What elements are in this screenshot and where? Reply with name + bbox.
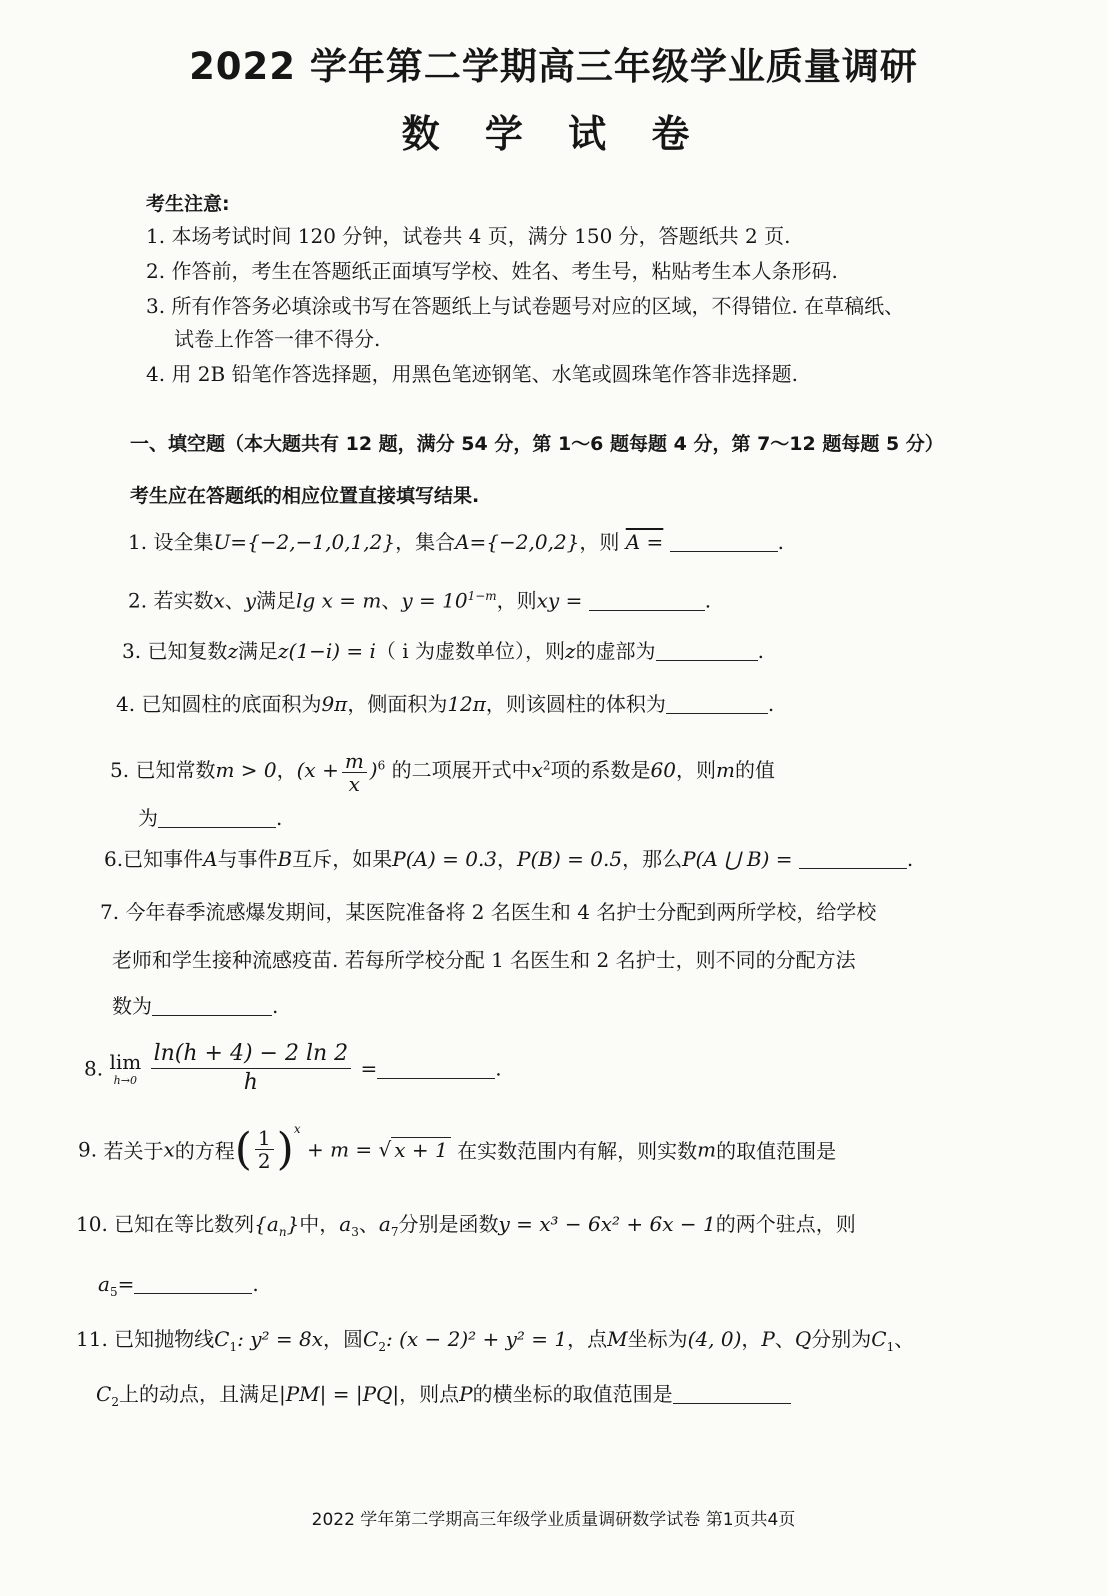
notice-item: 3. 所有作答务必填涂或书写在答题纸上与试卷题号对应的区域，不得错位. 在草稿纸、 <box>146 294 905 318</box>
question-number: 5. <box>110 758 130 782</box>
question-number: 10. <box>76 1212 108 1236</box>
question-10: 10. 已知在等比数列$\{a_n\}$中，$a_3$、$a_7$分别是函数y = x³ − 6x² + 6x − 1的两个驻点，则 <box>76 1212 856 1239</box>
question-3: 3. 已知复数z满足z(1−i) = i（ i 为虚数单位），则z的虚部为 . <box>122 639 764 663</box>
question-number: 8. <box>84 1056 104 1081</box>
exam-title: 2022 学年第二学期高三年级学业质量调研 <box>189 45 918 88</box>
limit: lim h→0 <box>109 1050 142 1087</box>
question-7-line3: 数为 . <box>112 994 279 1018</box>
section-heading: 一、填空题（本大题共有 12 题，满分 54 分，第 1～6 题每题 4 分，第 7～12 题每题 5 分） <box>130 433 944 455</box>
notice-item: 4. 用 2B 铅笔作答选择题，用黑色笔迹钢笔、水笔或圆珠笔作答非选择题. <box>146 362 798 386</box>
question-4: 4. 已知圆柱的底面积为9π，侧面积为12π，则该圆柱的体积为 . <box>116 692 775 716</box>
question-2: 2. 若实数x、y满足lg x = m、$y = 10^{1-m}$，则xy = . <box>128 588 712 613</box>
question-number: 1. <box>128 530 148 554</box>
exam-subtitle: 数 学 试 卷 <box>401 112 706 156</box>
question-number: 7. <box>100 900 120 924</box>
answer-blank[interactable] <box>589 590 705 611</box>
answer-blank[interactable] <box>670 531 778 552</box>
answer-blank[interactable] <box>656 640 758 661</box>
question-number: 3. <box>122 639 142 663</box>
question-number: 2. <box>128 588 148 613</box>
question-number: 6. <box>104 847 124 871</box>
question-1: 1. 设全集U={−2,−1,0,1,2}，集合A={−2,0,2}，则 A = . <box>128 530 785 554</box>
question-6: 6.已知事件A与事件B互斥，如果P(A) = 0.3，P(B) = 0.5，那么P(A ⋃ B) = . <box>104 847 914 871</box>
question-number: 9. <box>78 1137 98 1162</box>
answer-blank[interactable] <box>666 693 768 714</box>
answer-blank[interactable] <box>377 1058 495 1079</box>
question-8: 8. lim h→0 $\frac{\ln(h + 4) - 2 \ln 2}{h}$ = . <box>84 1041 502 1095</box>
question-7-line2: 老师和学生接种流感疫苗. 若每所学校分配 1 名医生和 2 名护士，则不同的分配方法 <box>112 948 856 972</box>
right-paren-glyph: ) <box>276 1124 294 1175</box>
answer-blank[interactable] <box>152 995 272 1016</box>
left-paren-glyph: ( <box>234 1124 252 1175</box>
notice-heading: 考生注意: <box>146 193 230 215</box>
notice-item: 2. 作答前，考生在答题纸正面填写学校、姓名、考生号，粘贴考生本人条形码. <box>146 259 838 283</box>
answer-blank[interactable] <box>134 1273 252 1294</box>
section-instruction: 考生应在答题纸的相应位置直接填写结果. <box>130 485 480 507</box>
answer-blank[interactable] <box>158 807 276 828</box>
notice-item: 1. 本场考试时间 120 分钟，试卷共 4 页，满分 150 分，答题纸共 2 页. <box>146 224 791 248</box>
question-number: 4. <box>116 692 136 716</box>
answer-blank[interactable] <box>673 1383 791 1404</box>
question-11-cont: $C_2$上的动点，且满足|PM| = |PQ|，则点P的横坐标的取值范围是 <box>96 1380 791 1416</box>
page-footer: 2022 学年第二学期高三年级学业质量调研数学试卷 第1页共4页 <box>311 1510 796 1530</box>
question-11: 11. 已知抛物线$C_1$: y² = 8x，圆$C_2$: (x − 2)² + y² = 1，点M坐标为(4, 0)，P、Q分别为$C_1$、 <box>76 1327 915 1354</box>
question-7: 7. 今年春季流感爆发期间，某医院准备将 2 名医生和 4 名护士分配到两所学校，给学校 <box>100 900 877 924</box>
question-9: 9. 若关于x的方程( $\frac{1}{2}$ )$^x$ + m = √ x + 1 在实数范围内有解，则实数m的取值范围是 <box>78 1122 837 1175</box>
question-5-cont: 为 . <box>138 806 283 830</box>
answer-blank[interactable] <box>799 848 907 869</box>
question-10-cont: $a_5=$ . <box>98 1272 259 1299</box>
sqrt-icon: √ <box>378 1137 392 1162</box>
fraction: $\frac{\ln(h + 4) - 2 \ln 2}{h}$ <box>151 1040 352 1097</box>
fraction: $\frac{m}{x}$ <box>342 750 367 795</box>
question-number: 11. <box>76 1327 108 1351</box>
question-5: 5. 已知常数m > 0，(x + $\frac{m}{x}$ )$^6$ 的二项展开式中$x^2$项的系数是60，则m的值 <box>110 749 775 796</box>
fraction: $\frac{1}{2}$ <box>255 1127 274 1172</box>
notice-item: 试卷上作答一律不得分. <box>174 327 381 351</box>
